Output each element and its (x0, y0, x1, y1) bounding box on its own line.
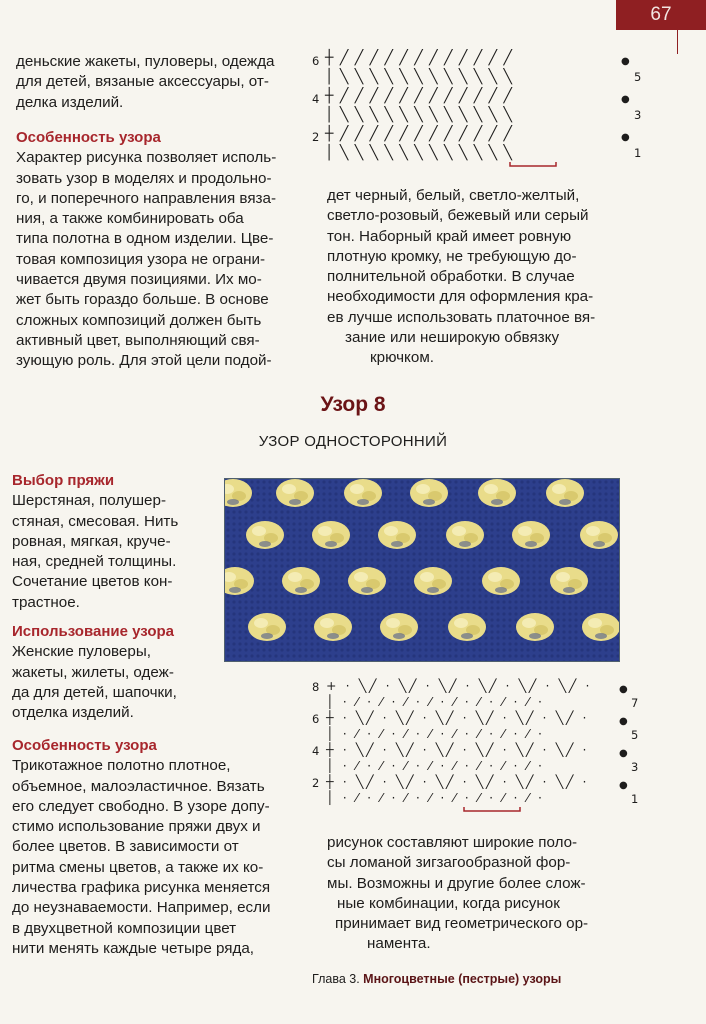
text-line: да для детей, шапочки, (12, 683, 177, 701)
text-line: Шерстяная, полушер- (12, 492, 167, 510)
feature2-heading: Особенность узора (12, 737, 157, 754)
chart-row: │ · ⁄ · ⁄ · ⁄ · ⁄ · ⁄ · ⁄ · ⁄ · ⁄ · (326, 694, 545, 709)
text-line: Трикотажное полотно плотное, (12, 757, 231, 775)
row-number: 1 (634, 146, 642, 160)
chart-row: ┼ · ╲╱ · ╲╱ · ╲╱ · ╲╱ · ╲╱ · ╲╱ · (326, 774, 590, 789)
text-line: ные комбинации, когда рисунок (337, 894, 560, 912)
right-text-2 (327, 833, 588, 955)
text-line: трастное. (12, 593, 80, 611)
text-line: ная, средней толщины. (12, 553, 177, 571)
stitch-chart-2 (310, 678, 650, 814)
bullet-icon: ● (619, 748, 628, 759)
usage-heading: Использование узора (12, 623, 175, 640)
text-line: мы. Возможны и другие более слож- (327, 874, 586, 892)
bullet-icon: ● (619, 684, 628, 695)
chart-row: │ ╲ ╲ ╲ ╲ ╲ ╲ ╲ ╲ ╲ ╲ ╲ ╲ (325, 107, 513, 123)
chart-row: ┼ ╱ ╱ ╱ ╱ ╱ ╱ ╱ ╱ ╱ ╱ ╱ ╱ (325, 50, 513, 66)
text-line: Характер рисунка позволяет исполь- (16, 149, 277, 167)
text-line: Сочетание цветов кон- (12, 573, 173, 591)
text-line: типа полотна в одном изделии. Цве- (16, 230, 274, 248)
text-line: чивается двумя позициями. Их мо- (16, 271, 262, 289)
text-line: дет черный, белый, светло-желтый, (327, 187, 580, 204)
text-line: в двухцветной композиции цвет (12, 919, 237, 937)
chart-row: │ · ⁄ · ⁄ · ⁄ · ⁄ · ⁄ · ⁄ · ⁄ · ⁄ · (326, 790, 545, 805)
chart-row: │ · ⁄ · ⁄ · ⁄ · ⁄ · ⁄ · ⁄ · ⁄ · ⁄ · (326, 726, 545, 741)
text-line: нити менять каждые четыре ряда, (12, 939, 255, 957)
chart-row: │ · ⁄ · ⁄ · ⁄ · ⁄ · ⁄ · ⁄ · ⁄ · ⁄ · (326, 758, 545, 773)
feature1-heading: Особенность узора (16, 129, 161, 146)
text-line: зание или неширокую обвязку (345, 329, 560, 347)
text-line: отделка изделий. (12, 704, 134, 722)
row-number: 4 (312, 744, 320, 758)
yarn-heading: Выбор пряжи (12, 472, 115, 489)
row-number: 7 (631, 696, 639, 710)
repeat-bracket (462, 806, 522, 814)
chart-row: ┼ · ╲╱ · ╲╱ · ╲╱ · ╲╱ · ╲╱ · ╲╱ · (326, 742, 590, 757)
knitted-swatch-image (224, 478, 620, 662)
chart-row: ┼ ╱ ╱ ╱ ╱ ╱ ╱ ╱ ╱ ╱ ╱ ╱ ╱ (325, 88, 513, 104)
text-line: Женские пуловеры, (12, 643, 151, 661)
text-line: до неузнаваемости. Например, если (12, 899, 271, 917)
bullet-icon: ● (621, 132, 630, 143)
text-line: делка изделий. (16, 93, 124, 111)
text-line: крючком. (370, 349, 434, 367)
bullet-icon: ● (619, 716, 628, 727)
text-line: активный цвет, выполняющий свя- (16, 331, 260, 349)
page-number: 67 (616, 0, 706, 30)
row-number: 2 (312, 776, 320, 790)
text-line: ев лучше использовать платочное вя- (327, 308, 596, 326)
row-number: 3 (634, 108, 642, 122)
text-line: тон. Наборный край имеет ровную (327, 227, 572, 245)
text-line: более цветов. В зависимости от (12, 838, 239, 856)
text-line: товая композиция узора не ограни- (16, 250, 266, 268)
row-number: 5 (631, 728, 639, 742)
text-line: необходимости для оформления кра- (327, 288, 594, 306)
text-line: го, и поперечного направления вяза- (16, 189, 277, 207)
chart-row: ┼ ╱ ╱ ╱ ╱ ╱ ╱ ╱ ╱ ╱ ╱ ╱ ╱ (325, 126, 513, 142)
pattern-title: Узор 8 (320, 393, 386, 416)
text-line: жакеты, жилеты, одеж- (12, 663, 174, 681)
feature1-section (16, 128, 276, 372)
chart-row: + · ╲╱ · ╲╱ · ╲╱ · ╲╱ · ╲╱ · ╲╱ · (326, 678, 593, 693)
text-line: рисунок составляют широкие поло- (327, 834, 578, 851)
text-line: светло-розовый, бежевый или серый (327, 207, 589, 225)
text-line: ритма смены цветов, а также их ко- (12, 858, 264, 876)
text-line: полнительной обработки. В случае (327, 268, 575, 286)
text-line: стяная, смесовая. Нить (12, 512, 179, 530)
pattern-subtitle: УЗОР ОДНОСТОРОННИЙ (258, 433, 448, 450)
page-footer (312, 972, 561, 986)
feature2-section (12, 736, 270, 959)
text-line: деньские жакеты, пуловеры, одежда (16, 53, 275, 70)
chart-row: │ ╲ ╲ ╲ ╲ ╲ ╲ ╲ ╲ ╲ ╲ ╲ ╲ (325, 69, 513, 85)
bullet-icon: ● (619, 780, 628, 791)
page-number-rule (677, 30, 678, 54)
text-line: сложных композиций должен быть (16, 311, 262, 329)
text-line: для детей, вязаные аксессуары, от- (16, 73, 269, 91)
bullet-icon: ● (621, 56, 630, 67)
row-number: 8 (312, 680, 320, 694)
top-left-text (16, 52, 275, 113)
row-number: 6 (312, 54, 320, 68)
row-number: 5 (634, 70, 642, 84)
bullet-icon: ● (621, 94, 630, 105)
text-line: зовать узор в моделях и продольно- (16, 169, 272, 187)
text-line: зующую роль. Для этой цели подой- (16, 352, 272, 370)
text-line: стимо использование пряжи двух и (12, 818, 261, 836)
text-line: его следует свободно. В узоре допу- (12, 797, 270, 815)
footer-title: Многоцветные (пестрые) узоры (363, 972, 562, 986)
usage-section (12, 622, 177, 723)
text-line: ния, а также комбинировать оба (16, 210, 244, 228)
text-line: принимает вид геометрического ор- (335, 915, 589, 933)
row-number: 1 (631, 792, 639, 806)
text-line: плотную кромку, не требующую до- (327, 247, 577, 265)
yarn-section (12, 471, 178, 613)
text-line: ровная, мягкая, круче- (12, 532, 171, 550)
text-line: сы ломаной зигзагообразной фор- (327, 854, 571, 872)
stitch-chart-1 (312, 48, 652, 172)
row-number: 6 (312, 712, 320, 726)
row-number: 3 (631, 760, 639, 774)
text-line: жет быть гораздо больше. В основе (16, 291, 269, 309)
repeat-bracket (508, 160, 558, 170)
chart-row: ┼ · ╲╱ · ╲╱ · ╲╱ · ╲╱ · ╲╱ · ╲╱ · (326, 710, 590, 725)
text-line: объемное, малоэластичное. Вязать (12, 777, 265, 795)
footer-chapter: Глава 3. (312, 972, 360, 986)
row-number: 4 (312, 92, 320, 106)
chart-row: │ ╲ ╲ ╲ ╲ ╲ ╲ ╲ ╲ ╲ ╲ ╲ ╲ (325, 145, 513, 161)
row-number: 2 (312, 130, 320, 144)
text-line: намента. (367, 935, 431, 953)
text-line: личества графика рисунка меняется (12, 879, 271, 897)
swatch-pattern (225, 479, 619, 661)
right-text-1 (327, 186, 595, 369)
